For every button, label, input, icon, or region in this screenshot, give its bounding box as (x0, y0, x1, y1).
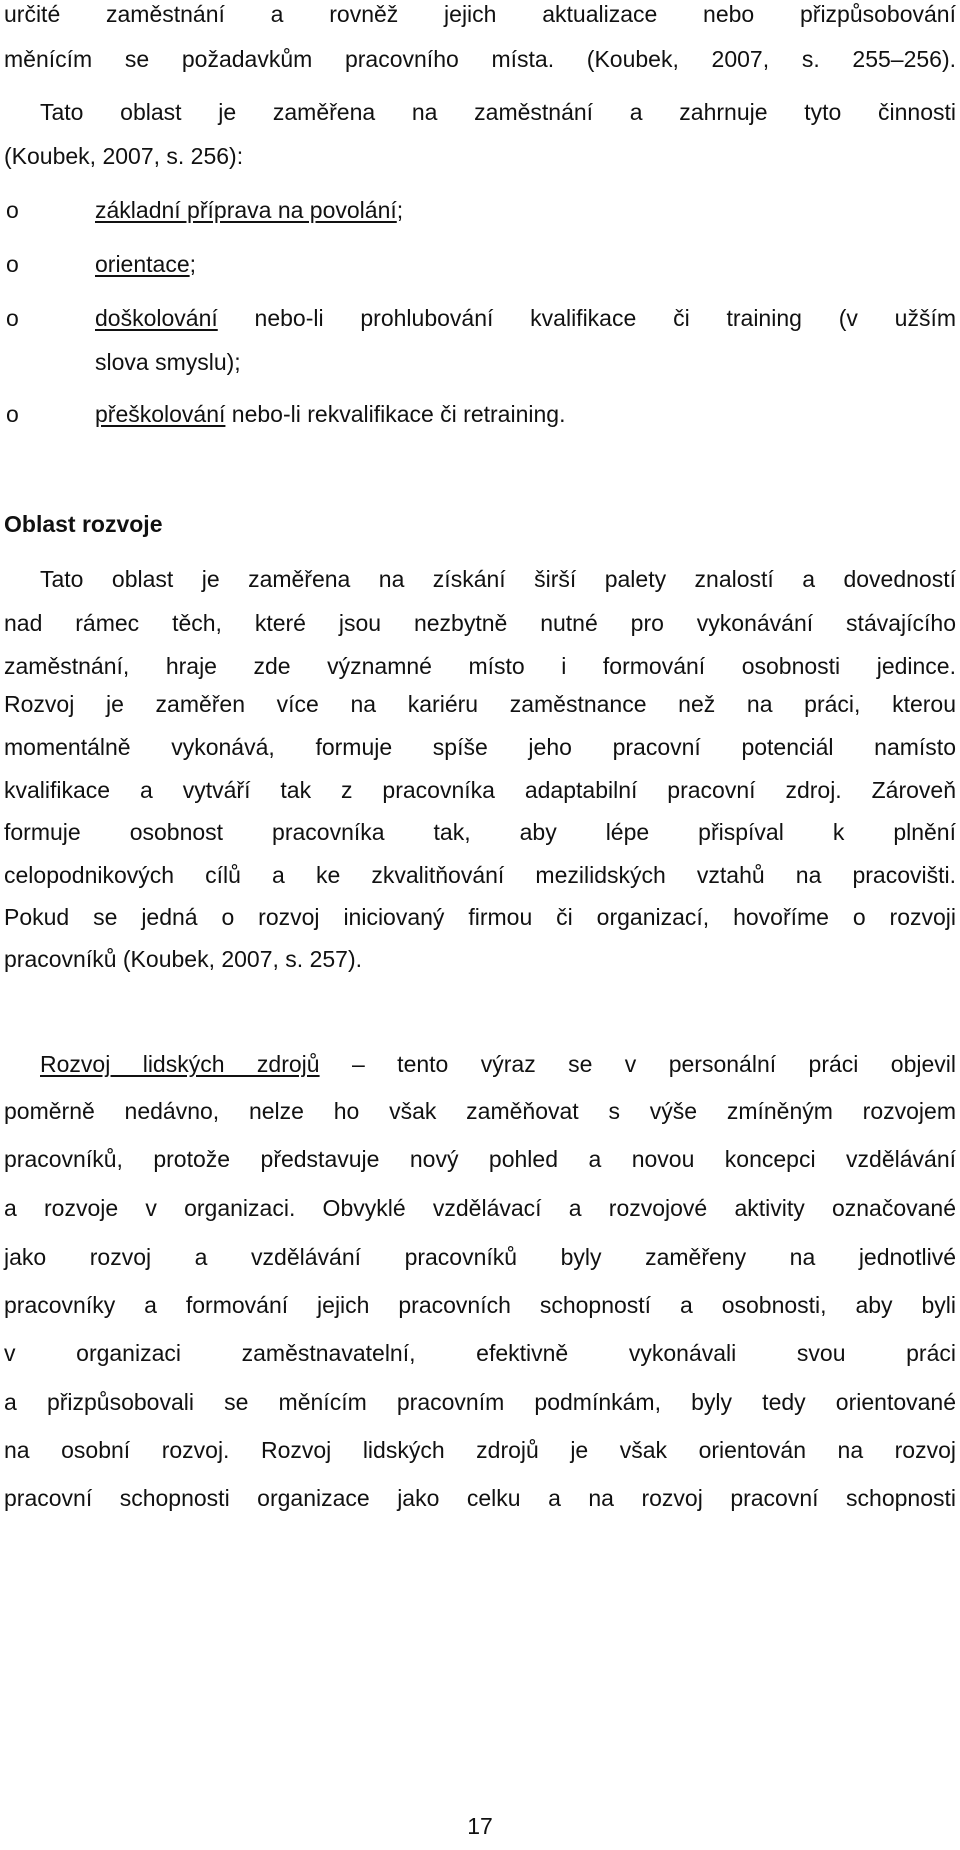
paragraph-line: pracovníků (Koubek, 2007, s. 257). (4, 946, 362, 972)
paragraph-line: poměrně nedávno, nelze ho však zaměňovat s výše zmíněným rozvojem (4, 1098, 956, 1124)
list-item-text (95, 250, 196, 278)
paragraph-line: a rozvoje v organizaci. Obvyklé vzdělávací a rozvojové aktivity označované (4, 1195, 956, 1221)
paragraph-line: formuje osobnost pracovníka tak, aby lépe přispíval k plnění (4, 819, 956, 845)
bullet-marker: o (6, 401, 19, 427)
list-item-text (95, 196, 403, 224)
paragraph-line: pracovníků, protože představuje nový pohled a novou koncepci vzdělávání (4, 1146, 956, 1172)
paragraph-line: momentálně vykonává, formuje spíše jeho pracovní potenciál namísto (4, 734, 956, 760)
paragraph-first-line (40, 1050, 956, 1078)
top-paragraph-line-3: Tato oblast je zaměřena na zaměstnání a zahrnuje tyto činnosti (40, 99, 956, 125)
paragraph-line: zaměstnání, hraje zde významné místo i formování osobnosti jedince. (4, 653, 956, 679)
paragraph-line: Rozvoj je zaměřen více na kariéru zaměstnance než na práci, kterou (4, 691, 956, 717)
list-item-rest: nebo-li prohlubování kvalifikace či training (v užším (217, 305, 956, 331)
paragraph-line: nad rámec těch, které jsou nezbytně nutné pro vykonávání stávajícího (4, 610, 956, 636)
page-number: 17 (467, 1813, 493, 1839)
section-heading: Oblast rozvoje (4, 511, 163, 537)
list-item-term: orientace (95, 251, 190, 277)
list-item-term: základní příprava na povolání (95, 197, 397, 223)
top-paragraph-line-2: měnícím se požadavkům pracovního místa. (Koubek, 2007, s. 255–256). (4, 46, 956, 72)
list-item-term: přeškolování (95, 401, 226, 427)
list-item-term: doškolování (95, 305, 218, 331)
top-paragraph-line-1: určité zaměstnání a rovněž jejich aktualizace nebo přizpůsobování (4, 1, 956, 27)
defined-term: Rozvoj lidských zdrojů (40, 1051, 320, 1077)
bullet-marker: o (6, 197, 19, 223)
list-item-text (95, 304, 956, 332)
bullet-marker: o (6, 305, 19, 331)
list-item-rest: ; (396, 197, 404, 223)
paragraph-line: jako rozvoj a vzdělávání pracovníků byly zaměřeny na jednotlivé (4, 1244, 956, 1270)
definition-start: – tento výraz se v personální práci objevil (319, 1051, 957, 1077)
paragraph-line: pracovní schopnosti organizace jako celku a na rozvoj pracovní schopnosti (4, 1485, 956, 1511)
list-item-rest: ; (189, 251, 197, 277)
list-item-rest: nebo-li rekvalifikace či retraining. (225, 401, 566, 427)
paragraph-line: Pokud se jedná o rozvoj iniciovaný firmou či organizací, hovoříme o rozvoji (4, 904, 956, 930)
paragraph-line: a přizpůsobovali se měnícím pracovním podmínkám, byly tedy orientované (4, 1389, 956, 1415)
paragraph-line: na osobní rozvoj. Rozvoj lidských zdrojů je však orientován na rozvoj (4, 1437, 956, 1463)
paragraph-line: kvalifikace a vytváří tak z pracovníka adaptabilní pracovní zdroj. Zároveň (4, 777, 956, 803)
list-item-continuation: slova smyslu); (95, 349, 241, 375)
paragraph-line: v organizaci zaměstnavatelní, efektivně vykonávali svou práci (4, 1340, 956, 1366)
list-item-text (95, 400, 565, 428)
paragraph-line: pracovníky a formování jejich pracovních schopností a osobnosti, aby byli (4, 1292, 956, 1318)
paragraph-line: celopodnikových cílů a ke zkvalitňování mezilidských vztahů na pracovišti. (4, 862, 956, 888)
top-paragraph-line-4: (Koubek, 2007, s. 256): (4, 143, 244, 169)
bullet-marker: o (6, 251, 19, 277)
paragraph-line: Tato oblast je zaměřena na získání širší palety znalostí a dovedností (40, 566, 956, 592)
